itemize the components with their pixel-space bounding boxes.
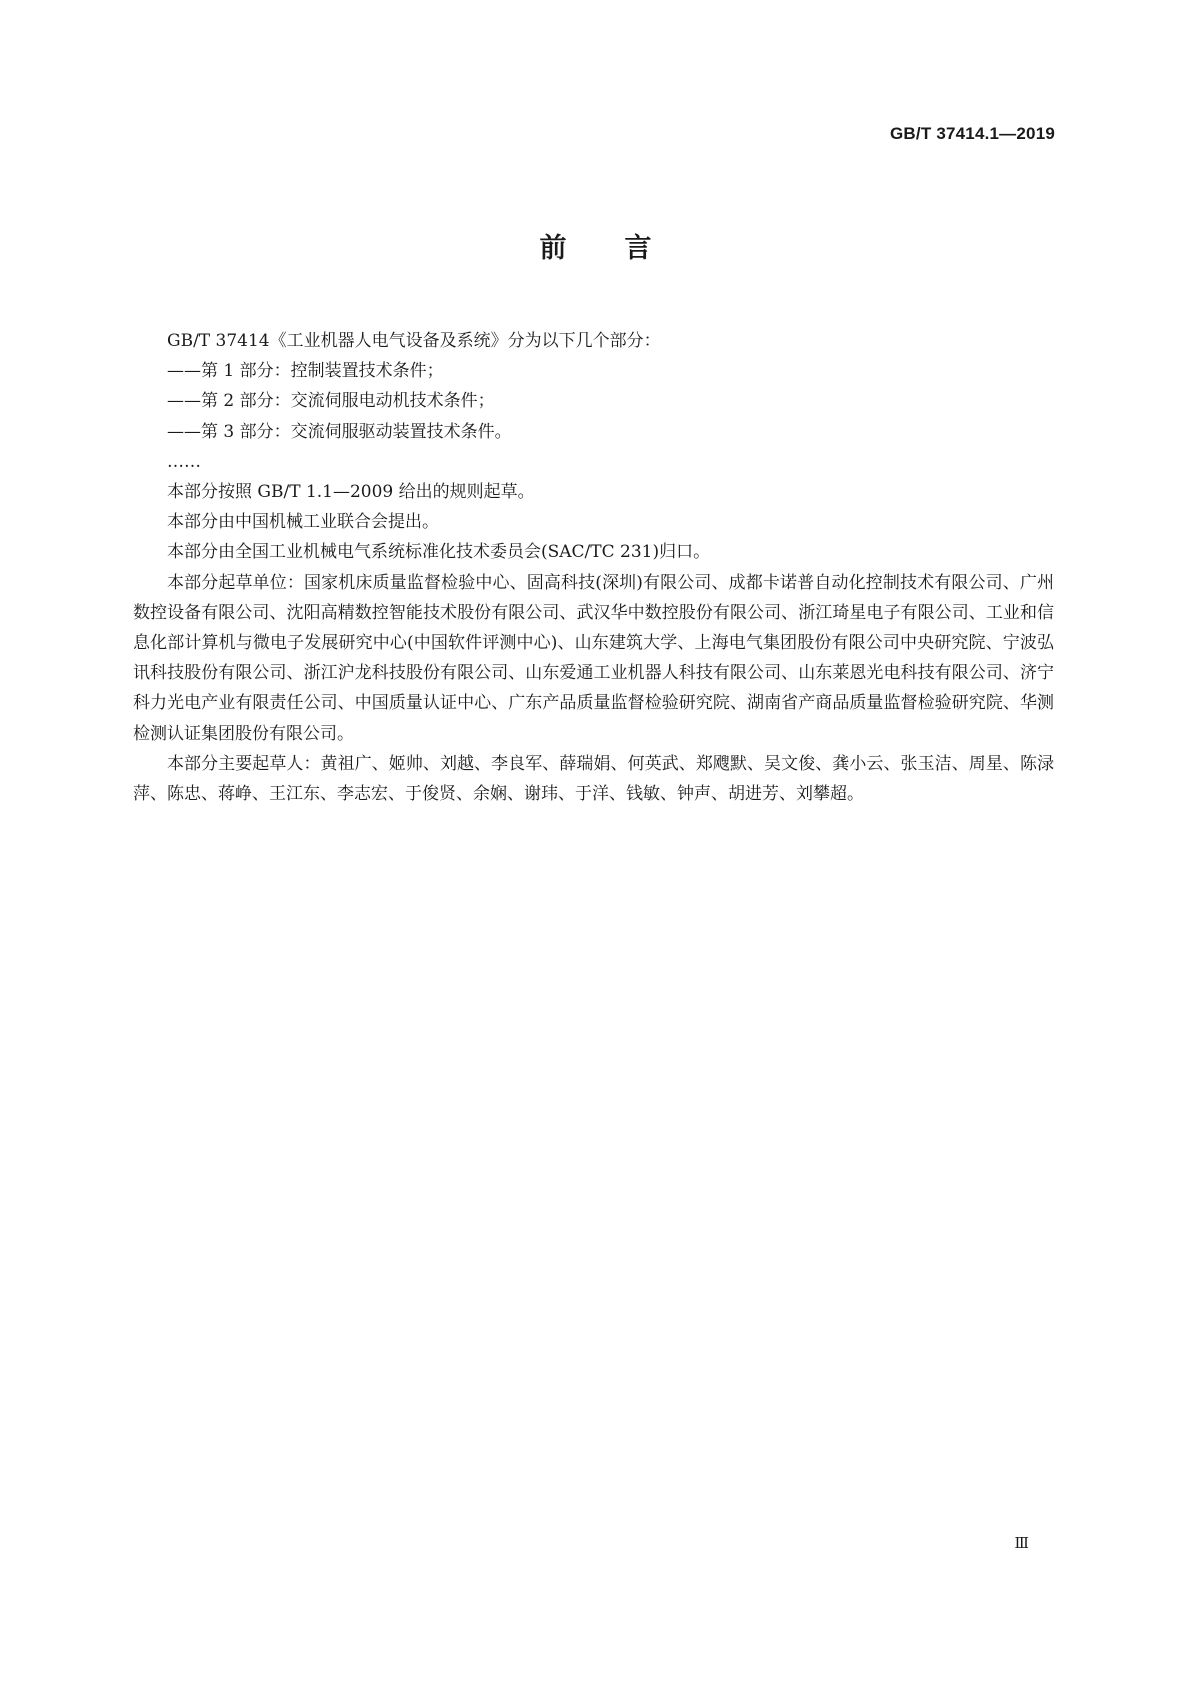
- intro-line: GB/T 37414《工业机器人电气设备及系统》分为以下几个部分：: [167, 331, 661, 351]
- page-title: 前言: [539, 233, 710, 264]
- document-code: GB/T 37414.1—2019: [890, 124, 1055, 143]
- committee-statement: 本部分由全国工业机械电气系统标准化技术委员会(SAC/TC 231)归口。: [167, 542, 711, 563]
- part-item-1: ——第 1 部分：控制装置技术条件；: [167, 361, 444, 382]
- drafting-units-paragraph: 本部分起草单位：国家机床质量监督检验中心、固高科技(深圳)有限公司、成都卡诺普自动化控制技术有限公司、广州数控设备有限公司、沈阳高精数控智能技术股份有限公司、武汉华中数控股份有限公司、浙江琦星电子有限公司、工业和信息化部计算机与微电子发展研究中心(中国软件评测中心)、山东建筑大学、上海电气集团股份有限公司中央研究院、宁波弘讯科技股份有限公司、浙江沪龙科技股份有限公司、山东爱通工业机器人科技有限公司、山东莱恩光电科技有限公司、济宁科力光电产业有限责任公司、中国质量认证中心、广东产品质量监督检验研究院、湖南省产商品质量监督检验研究院、华测检测认证集团股份有限公司。: [133, 572, 1054, 744]
- part-item-3: ——第 3 部分：交流伺服驱动装置技术条件。: [167, 421, 512, 442]
- part-item-2: ——第 2 部分：交流伺服电动机技术条件；: [167, 391, 495, 412]
- page-number: Ⅲ: [1014, 1534, 1029, 1552]
- foreword-body: [133, 326, 1054, 809]
- ellipsis-line: ……: [167, 451, 201, 472]
- drafting-rules-statement: 本部分按照 GB/T 1.1—2009 给出的规则起草。: [167, 481, 535, 502]
- drafters-paragraph: 本部分主要起草人：黄祖广、姬帅、刘越、李良军、薛瑞娟、何英武、郑飕默、吴文俊、龚小云、张玉洁、周星、陈渌萍、陈忠、蒋峥、王江东、李志宏、于俊贤、余娴、谢玮、于洋、钱敏、钟声、胡进芳、刘攀超。: [133, 753, 1054, 804]
- proposer-statement: 本部分由中国机械工业联合会提出。: [167, 512, 439, 533]
